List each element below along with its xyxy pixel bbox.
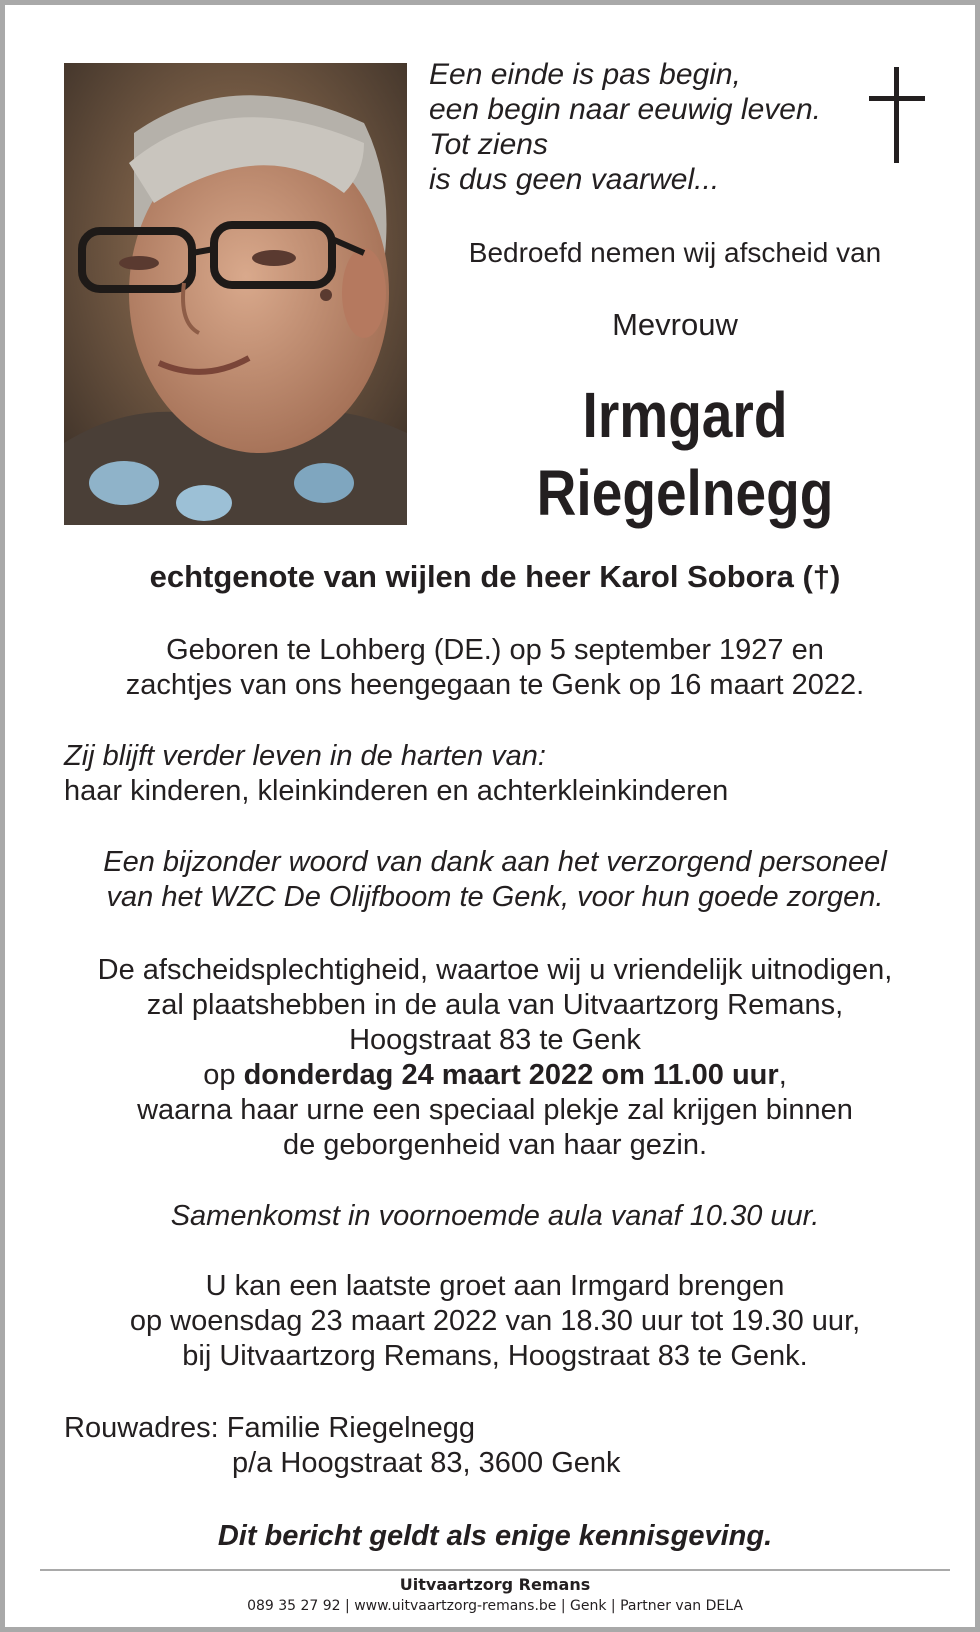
deceased-last-name: Riegelnegg (536, 457, 834, 529)
thanks-line: Een bijzonder woord van dank aan het verzorgend personeel (103, 846, 887, 878)
ceremony-line: De afscheidsplechtigheid, waartoe wij u vriendelijk uitnodigen, (97, 954, 893, 986)
poem-line: Een einde is pas begin, (429, 58, 741, 91)
deceased-first-name: Irmgard (582, 379, 788, 451)
spouse-line: echtgenote van wijlen de heer Karol Sobora (†) (149, 559, 841, 594)
thanks-line: van het WZC De Olijfboom te Genk, voor hun goede zorgen. (106, 881, 884, 913)
survivors-list: haar kinderen, kleinkinderen en achterkleinkinderen (64, 775, 729, 807)
intro-text: Bedroefd nemen wij afscheid van (468, 237, 882, 268)
meeting-text: Samenkomst in voornoemde aula vanaf 10.30 uur. (170, 1200, 820, 1232)
ceremony-line: zal plaatshebben in de aula van Uitvaartzorg Remans, (146, 989, 844, 1021)
death-line: zachtjes van ons heengegaan te Genk op 16 maart 2022. (125, 669, 865, 701)
ceremony-line: waarna haar urne een speciaal plekje zal krijgen binnen (137, 1094, 853, 1126)
thanks-text (45, 845, 945, 915)
ceremony-line: Hoogstraat 83 te Genk (349, 1024, 641, 1056)
poem (429, 57, 849, 197)
mourning-address (64, 1411, 621, 1481)
address-line: Rouwadres: Familie Riegelnegg (64, 1412, 476, 1444)
poem-line: Tot ziens (429, 128, 548, 161)
honorific: Mevrouw (612, 307, 738, 342)
footer-company: Uitvaartzorg Remans (399, 1575, 591, 1594)
survivors (64, 739, 728, 809)
visit-line: U kan een laatste groet aan Irmgard brengen (205, 1270, 785, 1302)
survivors-heading: Zij blijft verder leven in de harten van: (64, 740, 546, 772)
address-line: p/a Hoogstraat 83, 3600 Genk (232, 1447, 621, 1479)
poem-line: is dus geen vaarwel... (429, 163, 720, 196)
ceremony-line: de geborgenheid van haar gezin. (282, 1129, 708, 1161)
notice-text: Dit bericht geldt als enige kennisgeving. (217, 1520, 773, 1552)
ceremony-text (45, 953, 945, 1163)
portrait-photo (64, 63, 407, 525)
footer-info: 089 35 27 92 | www.uitvaartzorg-remans.be | Genk | Partner van DELA (247, 1598, 743, 1614)
visit-text (45, 1269, 945, 1374)
ceremony-date-line (45, 1058, 945, 1093)
cross-icon (867, 67, 927, 163)
footer-divider (40, 1569, 950, 1571)
poem-line: een begin naar eeuwig leven. (429, 93, 821, 126)
ceremony-prefix: op (203, 1059, 244, 1091)
birth-line: Geboren te Lohberg (DE.) op 5 september 1927 en (166, 634, 824, 666)
ceremony-suffix: , (778, 1059, 787, 1091)
ceremony-date: donderdag 24 maart 2022 om 11.00 uur (243, 1059, 779, 1091)
birth-death-text (45, 633, 945, 703)
visit-line: op woensdag 23 maart 2022 van 18.30 uur tot 19.30 uur, (129, 1305, 861, 1337)
visit-line: bij Uitvaartzorg Remans, Hoogstraat 83 te Genk. (182, 1340, 808, 1372)
